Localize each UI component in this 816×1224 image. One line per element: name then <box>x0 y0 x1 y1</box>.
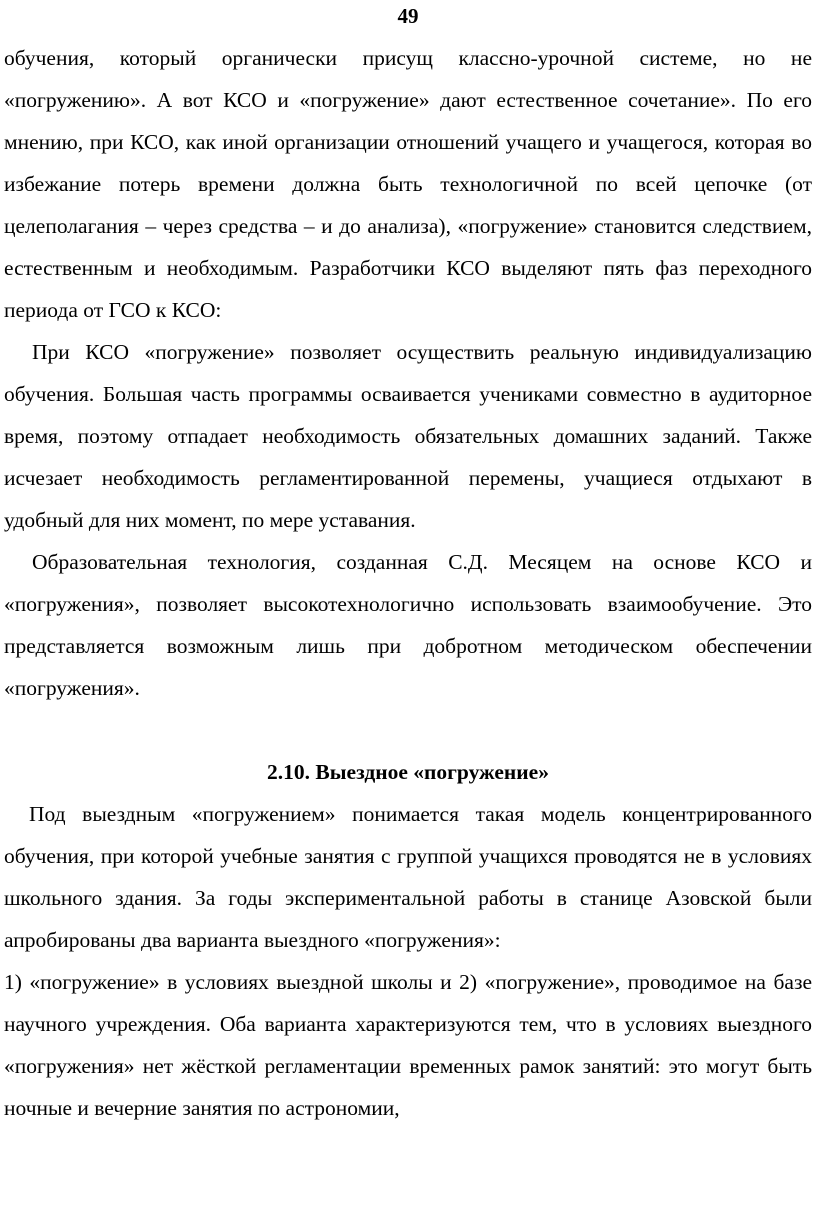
paragraph-2: При КСО «погружение» позволяет осуществить реальную индивидуализацию обучения. Большая часть программы осваивается учениками совместно в аудиторное время, поэтому отпадает необходимость обязательных домашних заданий. Также исчезает необходимость регламентированной перемены, учащиеся отдыхают в удобный для них момент, по мере уставания. <box>4 340 812 532</box>
page-number: 49 <box>397 4 419 28</box>
section-heading: 2.10. Выездное «погружение» <box>267 760 549 784</box>
paragraph-5: 1) «погружение» в условиях выездной школы и 2) «погружение», проводимое на базе научного учреждения. Оба варианта характеризуются тем, что в условиях выездного «погружения» нет жёсткой регламентации временных рамок занятий: это могут быть ночные и вечерние занятия по астрономии, <box>4 970 812 1120</box>
document-body <box>4 37 812 1129</box>
paragraph-1: обучения, который органически присущ классно-урочной системе, но не «погружению». А вот КСО и «погружение» дают естественное сочетание». По его мнению, при КСО, как иной организации отношений учащего и учащегося, которая во избежание потерь времени должна быть технологичной по всей цепочке (от целеполагания – через средства – и до анализа), «погружение» становится следствием, естественным и необходимым. Разработчики КСО выделяют пять фаз переходного периода от ГСО к КСО: <box>4 46 812 322</box>
section-spacer <box>4 709 812 751</box>
paragraph-4: Под выездным «погружением» понимается такая модель концентрированного обучения, при которой учебные занятия с группой учащихся проводятся не в условиях школьного здания. За годы экспериментальной работы в станице Азовской были апробированы два варианта выездного «погружения»: <box>4 802 812 952</box>
paragraph-3: Образовательная технология, созданная С.Д. Месяцем на основе КСО и «погружения», позволяет высокотехнологично использовать взаимообучение. Это представляется возможным лишь при добротном методическом обеспечении «погружения». <box>4 550 812 700</box>
